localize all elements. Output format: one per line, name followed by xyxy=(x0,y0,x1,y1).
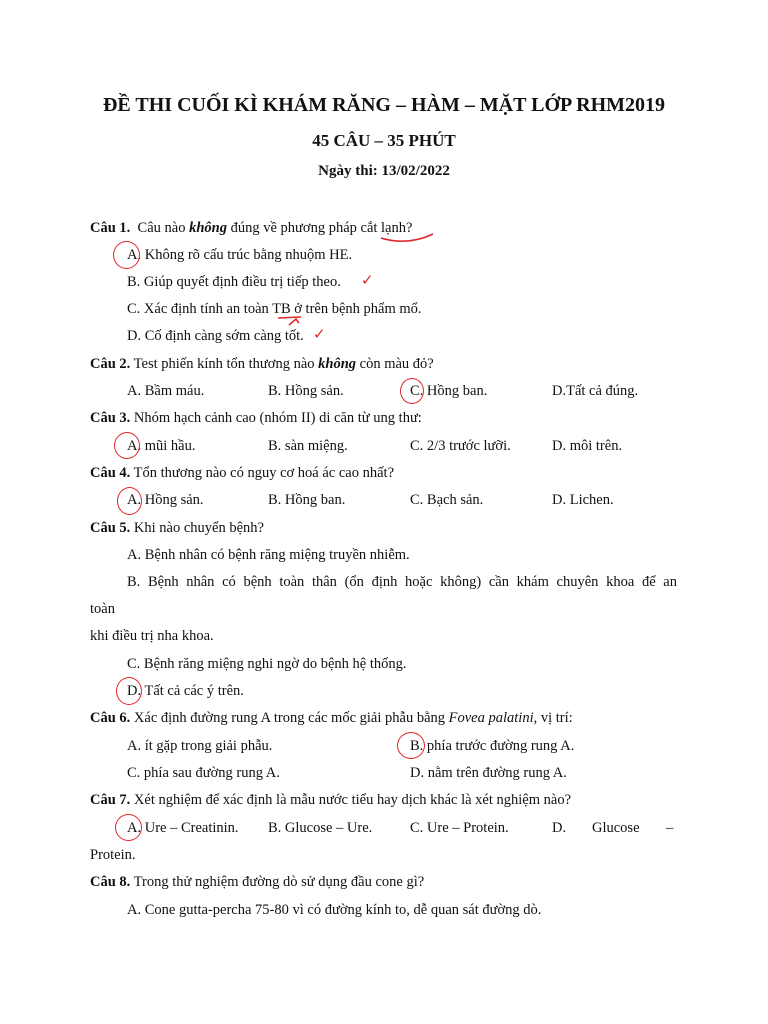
q7-option-c: C. Ure – Protein. xyxy=(410,820,509,836)
question-text: Xác định đường rung A trong các mốc giải phẫu bằng xyxy=(133,710,449,726)
question-emphasis: không xyxy=(318,356,357,372)
q7-option-b: B. Glucose – Ure. xyxy=(268,820,373,836)
question-text: còn màu đỏ? xyxy=(356,356,434,372)
q2-option-d: D.Tất cả đúng. xyxy=(552,383,639,399)
question-emphasis: Fovea palatini xyxy=(448,710,534,726)
q2-option-c: C. Hồng ban. xyxy=(410,383,488,399)
question-number: Câu 3. xyxy=(90,410,131,426)
q8-option-a: A. Cone gutta-percha 75-80 vì có đường kính to, dễ quan sát đường dò. xyxy=(127,902,542,918)
q3-option-a: A. mũi hầu. xyxy=(127,438,196,454)
q7-option-a: A. Ure – Creatinin. xyxy=(127,820,239,836)
q5-option-b-line2: toàn xyxy=(90,601,115,617)
check-icon: ✓ xyxy=(313,325,326,343)
question-text: đúng về phương pháp cắt lạnh? xyxy=(226,220,413,236)
check-icon: ✓ xyxy=(361,271,374,289)
question-number: Câu 6. xyxy=(90,710,131,726)
question-number: Câu 1. xyxy=(90,220,131,236)
q3-option-d: D. môi trên. xyxy=(552,438,623,454)
q1-option-b: B. Giúp quyết định điều trị tiếp theo. xyxy=(127,274,341,290)
q7-option-d-label: D. xyxy=(552,820,567,836)
question-number: Câu 4. xyxy=(90,465,131,481)
q6-option-c: C. phía sau đường rung A. xyxy=(127,765,280,781)
underline-tb xyxy=(278,317,301,318)
q3-option-c: C. 2/3 trước lưỡi. xyxy=(410,438,511,454)
question-text: Câu nào xyxy=(137,220,190,236)
q4-option-c: C. Bạch sản. xyxy=(410,492,484,508)
question-text: Tổn thương nào có nguy cơ hoá ác cao nhất? xyxy=(133,465,395,481)
q3-option-b: B. sàn miệng. xyxy=(268,438,348,454)
question-number: Câu 5. xyxy=(90,520,131,536)
exam-date: Ngày thi: 13/02/2022 xyxy=(318,163,450,179)
exam-title: ĐỀ THI CUỐI KÌ KHÁM RĂNG – HÀM – MẶT LỚP RHM2019 xyxy=(102,94,666,116)
question-text: Trong thử nghiệm đường dò sử dụng đầu cone gì? xyxy=(133,874,425,890)
q5-option-b-line3: khi điều trị nha khoa. xyxy=(90,628,214,644)
q2-option-b: B. Hồng sản. xyxy=(268,383,344,399)
q7-option-d-dash: – xyxy=(666,820,674,836)
q7-option-d-word: Glucose xyxy=(592,820,640,836)
q4-option-a: A. Hồng sản. xyxy=(127,492,204,508)
question-text: Khi nào chuyển bệnh? xyxy=(133,520,264,536)
q6-option-a: A. ít gặp trong giải phẫu. xyxy=(127,738,273,754)
q2-option-a: A. Bầm máu. xyxy=(127,383,205,399)
q5-option-a: A. Bệnh nhân có bệnh răng miệng truyền nhiễm. xyxy=(127,547,410,563)
caret-mark xyxy=(289,319,299,325)
q5-option-c: C. Bệnh răng miệng nghi ngờ do bệnh hệ thống. xyxy=(127,656,407,672)
q7-option-d-continued: Protein. xyxy=(90,847,136,863)
question-text: Test phiến kính tổn thương nào xyxy=(133,356,319,372)
question-number: Câu 7. xyxy=(90,792,131,808)
q4-option-b: B. Hồng ban. xyxy=(268,492,346,508)
q4-option-d: D. Lichen. xyxy=(552,492,614,508)
question-number: Câu 2. xyxy=(90,356,131,372)
underline-cat-lanh xyxy=(381,234,433,241)
question-text: Nhóm hạch cảnh cao (nhóm II) di căn từ ung thư: xyxy=(133,410,422,426)
question-text: Xét nghiệm để xác định là mẫu nước tiểu hay dịch khác là xét nghiệm nào? xyxy=(133,792,572,808)
question-emphasis: không xyxy=(189,220,227,236)
q5-option-d: D. Tất cả các ý trên. xyxy=(127,683,244,699)
q5-option-b-line1: B. Bệnh nhân có bệnh toàn thân (ổn định hoặc không) cần khám chuyên khoa để an xyxy=(127,574,677,590)
exam-subtitle: 45 CÂU – 35 PHÚT xyxy=(312,131,456,150)
q1-option-a: A. Không rõ cấu trúc bằng nhuộm HE. xyxy=(127,247,353,263)
q6-option-d: D. nằm trên đường rung A. xyxy=(410,765,567,781)
q1-option-c: C. Xác định tính an toàn TB ở trên bệnh phẩm mổ. xyxy=(127,301,422,317)
q1-option-d: D. Cố định càng sớm càng tốt. xyxy=(127,328,304,344)
q6-option-b: B. phía trước đường rung A. xyxy=(410,738,575,754)
question-number: Câu 8. xyxy=(90,874,131,890)
question-text: , vị trí: xyxy=(533,710,573,726)
